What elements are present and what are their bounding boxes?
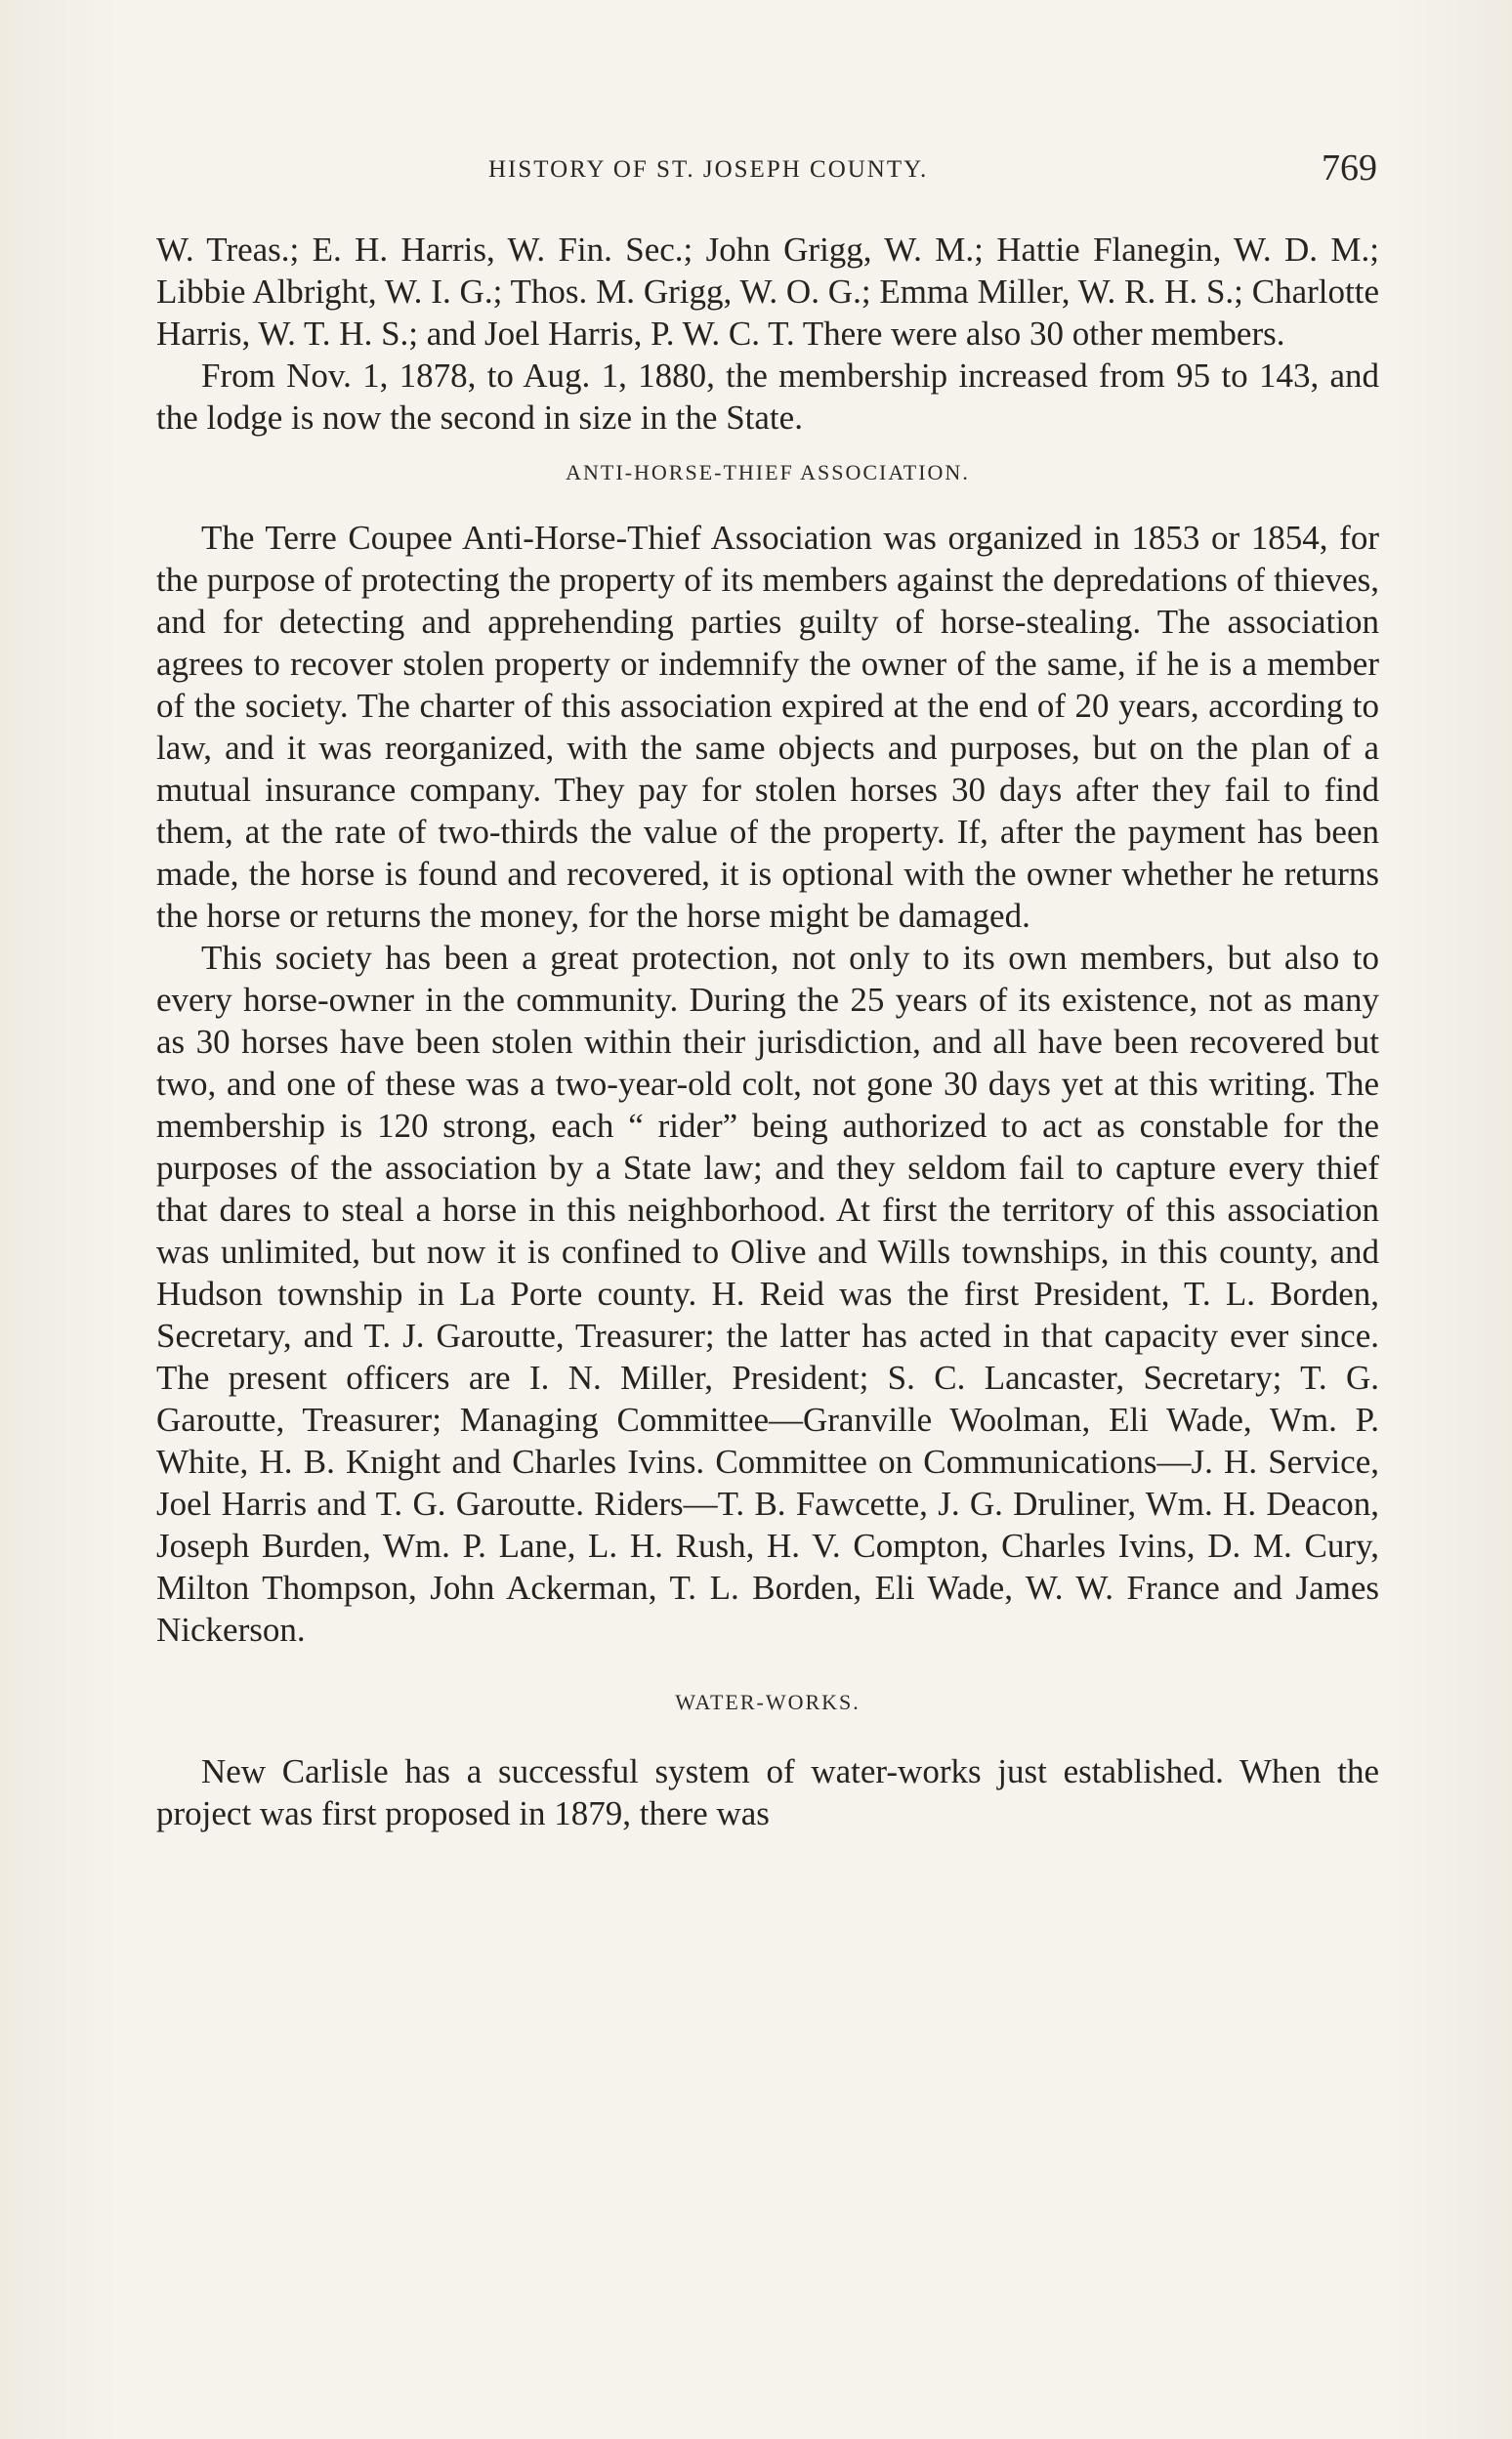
section-heading-water-works: WATER-WORKS.	[675, 1690, 861, 1714]
paragraph-water-works: New Carlisle has a successful system of water-works just established. When the project was first proposed in 1879, there was	[156, 1752, 1379, 1832]
paragraph-association-record: This society has been a great protection, not only to its own members, but also to every horse-owner in the community. During the 25 years of its existence, not as many as 30 horses have been stolen within their jurisdiction, and all have been recovered but two, and one of these was a two-year-old colt, not gone 30 days yet at this writing. The membership is 120 strong, each “ rider” being authorized to act as constable for the purposes of the association by a State law; and they seldom fail to capture every thief that dares to steal a horse in this neighborhood. At first the territory of this association was unlimited, but now it is confined to Olive and Wills townships, in this county, and Hudson township in La Porte county. H. Reid was the first President, T. L. Borden, Secretary, and T. J. Garoutte, Treasurer; the latter has acted in that capacity ever since. The present officers are I. N. Miller, President; S. C. Lancaster, Secretary; T. G. Garoutte, Treasurer; Managing Committee—Granville Woolman, Eli Wade, Wm. P. White, H. B. Knight and Charles Ivins. Committee on Communications—J. H. Service, Joel Harris and T. G. Garoutte. Riders—T. B. Fawcette, J. G. Druliner, Wm. H. Deacon, Joseph Burden, Wm. P. Lane, L. H. Rush, H. V. Compton, Charles Ivins, D. M. Cury, Milton Thompson, John Ackerman, T. L. Borden, Eli Wade, W. W. France and James Nickerson.	[156, 939, 1379, 1649]
page-header	[156, 147, 1377, 195]
section-heading-anti-horse-thief: ANTI-HORSE-THIEF ASSOCIATION.	[566, 460, 970, 484]
running-head: HISTORY OF ST. JOSEPH COUNTY.	[488, 156, 929, 183]
paragraph-lodge-officers: W. Treas.; E. H. Harris, W. Fin. Sec.; John Grigg, W. M.; Hattie Flanegin, W. D. M.; Libbie Albright, W. I. G.; Thos. M. Grigg, W. O. G.; Emma Miller, W. R. H. S.; Charlotte Harris, W. T. H. S.; and Joel Harris, P. W. C. T. There were also 30 other members.	[156, 231, 1379, 353]
page-body	[156, 229, 1379, 1834]
paragraph-lodge-membership: From Nov. 1, 1878, to Aug. 1, 1880, the membership increased from 95 to 143, and the lodge is now the second in size in the State.	[156, 357, 1379, 437]
page-number: 769	[1322, 147, 1377, 189]
paragraph-association-origin: The Terre Coupee Anti-Horse-Thief Association was organized in 1853 or 1854, for the purpose of protecting the property of its members against the depredations of thieves, and for detecting and apprehending parties guilty of horse-stealing. The association agrees to recover stolen property or indemnify the owner of the same, if he is a member of the society. The charter of this association expired at the end of 20 years, according to law, and it was reorganized, with the same objects and purposes, but on the plan of a mutual insurance company. They pay for stolen horses 30 days after they fail to find them, at the rate of two-thirds the value of the property. If, after the payment has been made, the horse is found and recovered, it is optional with the owner whether he returns the horse or returns the money, for the horse might be damaged.	[156, 519, 1379, 935]
